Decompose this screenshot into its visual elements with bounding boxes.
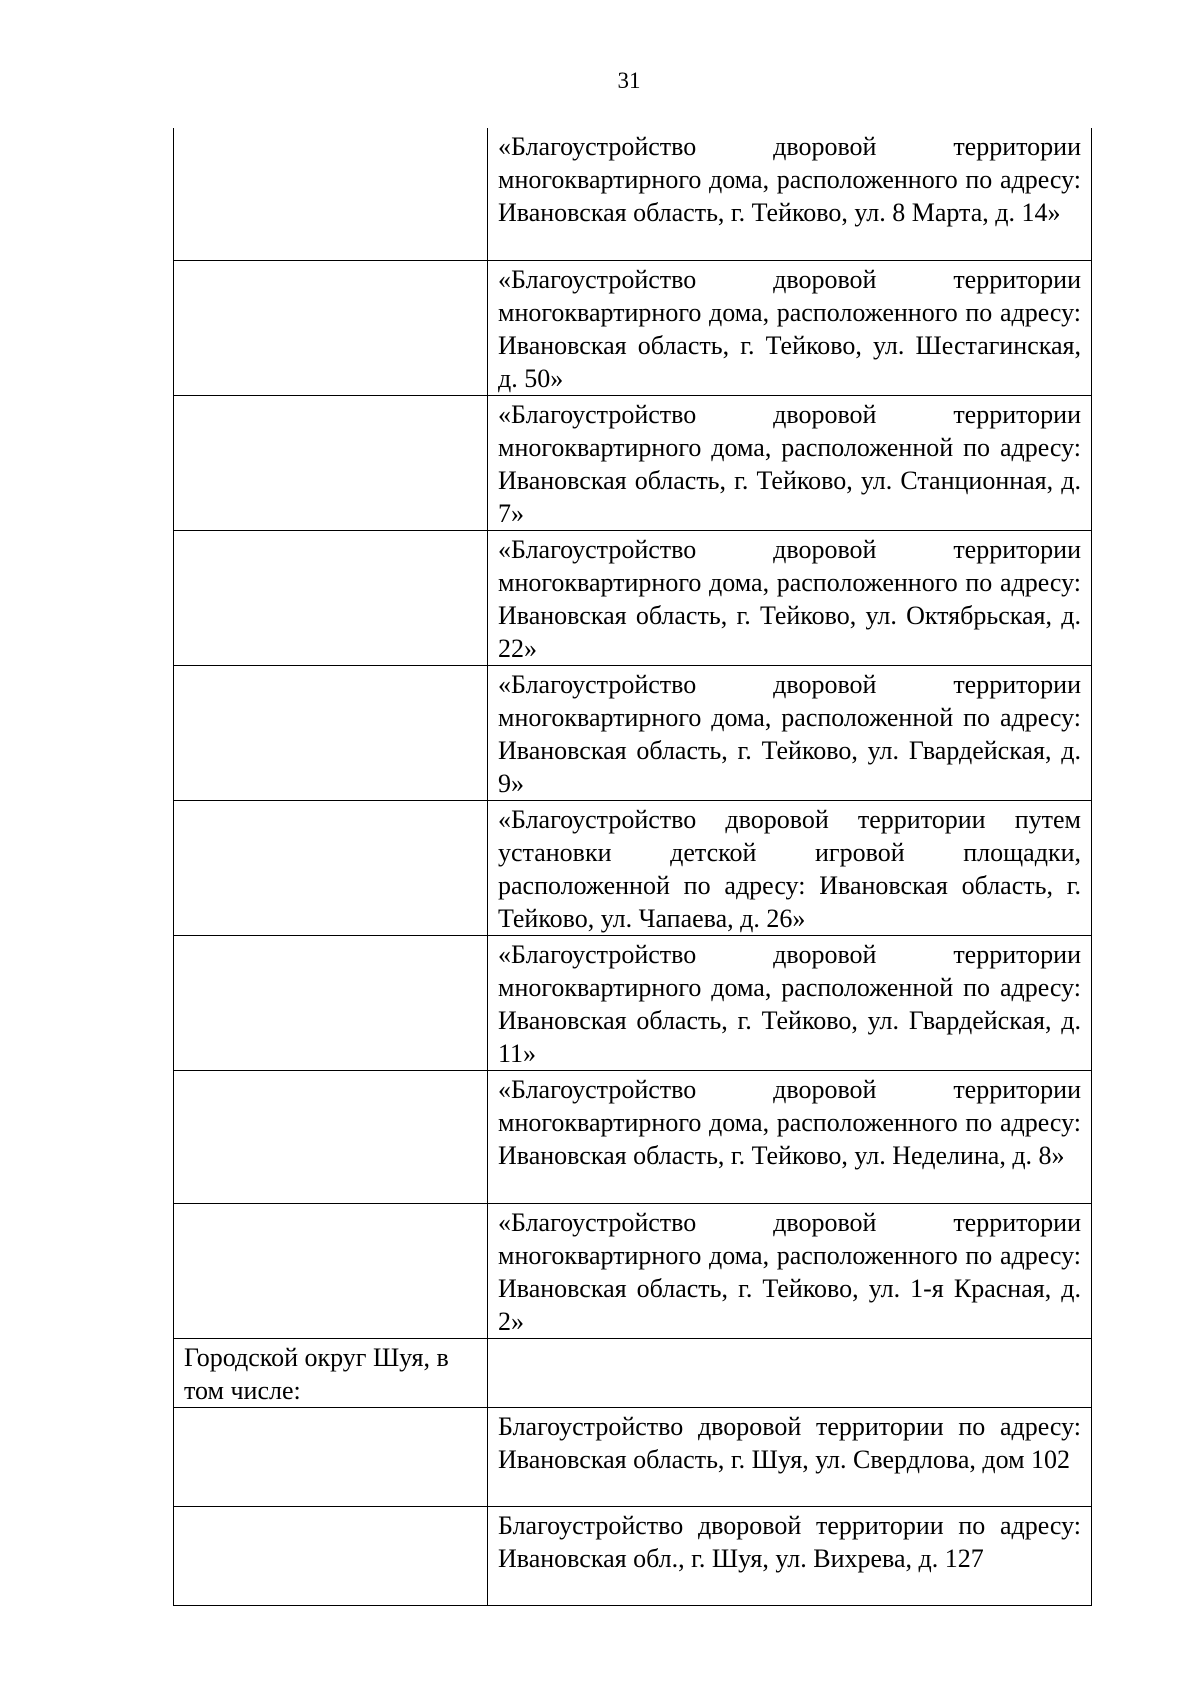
table-row: [174, 1507, 1092, 1606]
project-description-cell: «Благоустройство дворовой территории многоквартирного дома, расположенного по адресу: Ивановская область, г. Тейково, ул. 1-я Красная, д. 2»: [488, 1204, 1092, 1339]
municipality-cell: [174, 1408, 488, 1507]
table-row: [174, 936, 1092, 1071]
municipality-cell: [174, 396, 488, 531]
table-row: [174, 1408, 1092, 1507]
table-row: [174, 531, 1092, 666]
page-number: 31: [617, 68, 641, 93]
project-description-cell: «Благоустройство дворовой территории многоквартирного дома, расположенного по адресу: Ивановская область, г. Тейково, ул. 8 Марта, д. 14»: [488, 128, 1092, 261]
municipality-cell: [174, 1204, 488, 1339]
project-description-cell: Благоустройство дворовой территории по адресу: Ивановская обл., г. Шуя, ул. Вихрева, д. 127: [488, 1507, 1092, 1606]
project-description-cell: «Благоустройство дворовой территории многоквартирного дома, расположенного по адресу: Ивановская область, г. Тейково, ул. Октябрьская, д. 22»: [488, 531, 1092, 666]
municipality-cell: [174, 801, 488, 936]
table-row: [174, 396, 1092, 531]
project-description-cell: Благоустройство дворовой территории по адресу: Ивановская область, г. Шуя, ул. Свердлова, дом 102: [488, 1408, 1092, 1507]
table-row: [174, 1339, 1092, 1408]
municipality-cell: Городской округ Шуя, в том числе:: [174, 1339, 488, 1408]
municipality-cell: [174, 936, 488, 1071]
municipality-cell: [174, 128, 488, 261]
table-row: [174, 1204, 1092, 1339]
table-row: [174, 801, 1092, 936]
project-description-cell: «Благоустройство дворовой территории многоквартирного дома, расположенного по адресу: Ивановская область, г. Тейково, ул. Неделина, д. 8»: [488, 1071, 1092, 1204]
municipality-cell: [174, 1071, 488, 1204]
table-row: [174, 128, 1092, 261]
table-row: [174, 666, 1092, 801]
table-row: [174, 1071, 1092, 1204]
municipality-cell: [174, 531, 488, 666]
municipality-cell: [174, 666, 488, 801]
municipality-cell: [174, 1507, 488, 1606]
table-row: [174, 261, 1092, 396]
project-description-cell: «Благоустройство дворовой территории многоквартирного дома, расположенной по адресу: Ивановская область, г. Тейково, ул. Гвардейская, д. 9»: [488, 666, 1092, 801]
project-description-cell: «Благоустройство дворовой территории путем установки детской игровой площадки, расположенной по адресу: Ивановская область, г. Тейково, ул. Чапаева, д. 26»: [488, 801, 1092, 936]
project-description-cell: «Благоустройство дворовой территории многоквартирного дома, расположенной по адресу: Ивановская область, г. Тейково, ул. Гвардейская, д. 11»: [488, 936, 1092, 1071]
project-description-cell: [488, 1339, 1092, 1408]
program-table: [173, 128, 1092, 1606]
municipality-cell: [174, 261, 488, 396]
project-description-cell: «Благоустройство дворовой территории многоквартирного дома, расположенного по адресу: Ивановская область, г. Тейково, ул. Шестагинская, д. 50»: [488, 261, 1092, 396]
project-description-cell: «Благоустройство дворовой территории многоквартирного дома, расположенной по адресу: Ивановская область, г. Тейково, ул. Станционная, д. 7»: [488, 396, 1092, 531]
